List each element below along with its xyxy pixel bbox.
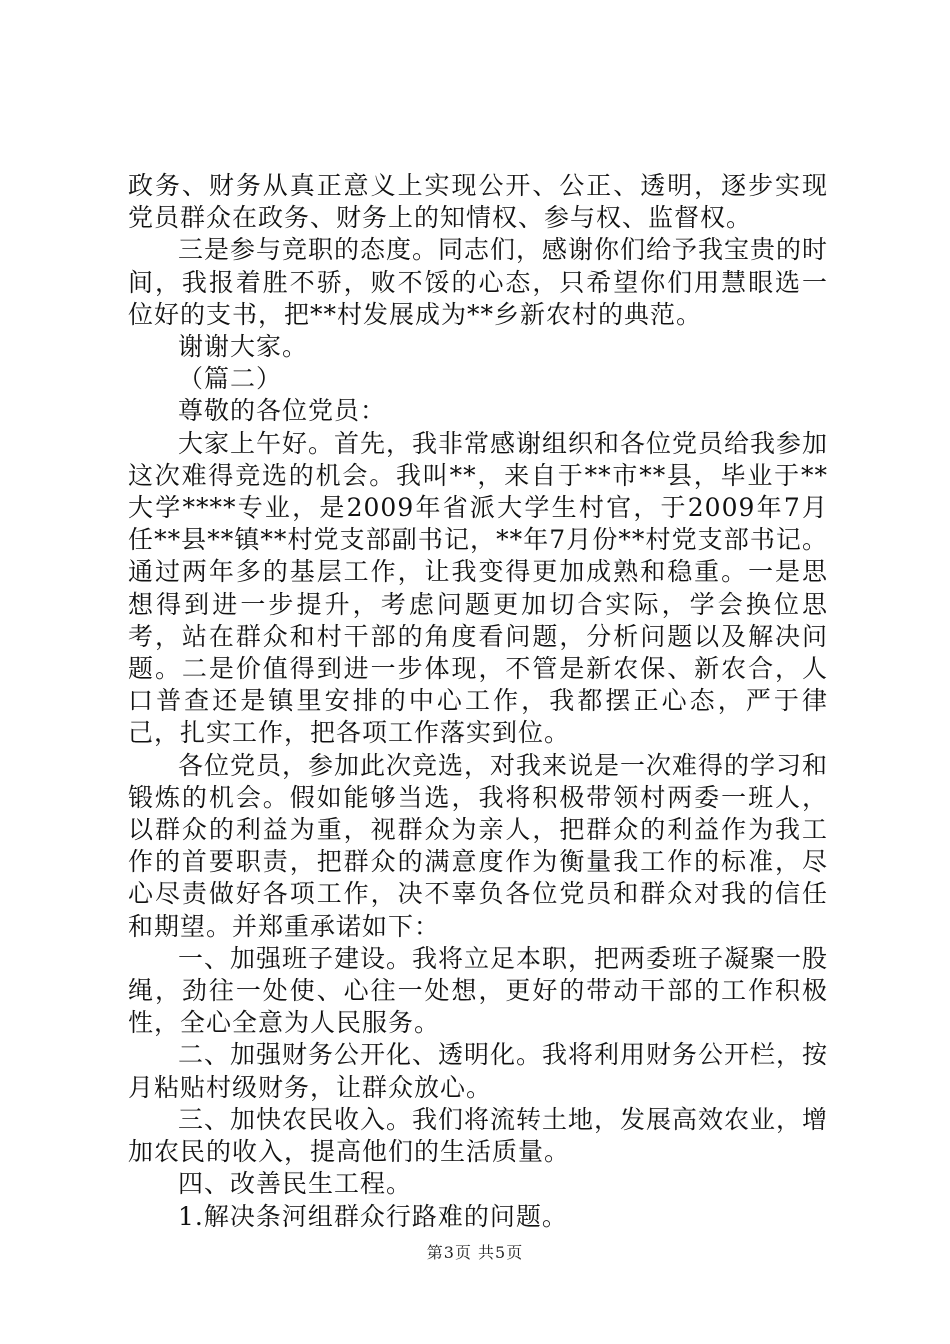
- section-heading-part-two: （篇二）: [178, 364, 283, 394]
- pledge-item-3: 三、加快农民收入。我们将流转土地，发展高效农业，增加农民的收入，提高他们的生活质量。: [128, 1104, 829, 1167]
- pledge-item-4: 四、改善民生工程。: [178, 1169, 413, 1199]
- paragraph-introduction: 大家上午好。首先，我非常感谢组织和各位党员给我参加这次难得竞选的机会。我叫**，来自于**市**县，毕业于**大学****专业，是2009年省派大学生村官，于2009年7月任**县**镇**村党支部副书记，**年7月份**村党支部书记。通过两年多的基层工作，让我变得更加成熟和稳重。一是思想得到进一步提升，考虑问题更加切合实际，学会换位思考，站在群众和村干部的角度看问题，分析问题以及解决问题。二是价值得到进一步体现，不管是新农保、新农合，人口普查还是镇里安排的中心工作，我都摆正心态，严于律己，扎实工作，把各项工作落实到位。: [128, 428, 829, 748]
- pledge-item-2: 二、加强财务公开化、透明化。我将利用财务公开栏，按月粘贴村级财务，让群众放心。: [128, 1040, 829, 1102]
- paragraph-1: 政务、财务从真正意义上实现公开、公正、透明，逐步实现党员群众在政务、财务上的知情权、参与权、监督权。: [128, 171, 828, 233]
- page-footer: 第3页 共5页: [426, 1243, 524, 1262]
- paragraph-commitment: 各位党员，参加此次竞选，对我来说是一次难得的学习和锻炼的机会。假如能够当选，我将积极带领村两委一班人，以群众的利益为重，视群众为亲人，把群众的利益作为我工作的首要职责，把群众的满意度作为衡量我工作的标准，尽心尽责做好各项工作，决不辜负各位党员和群众对我的信任和期望。并郑重承诺如下：: [128, 750, 829, 941]
- salutation: 尊敬的各位党员：: [178, 396, 387, 426]
- paragraph-thanks: 谢谢大家。: [178, 332, 309, 362]
- pledge-subitem-1: 1.解决条河组群众行路难的问题。: [178, 1201, 568, 1231]
- document-body: [128, 170, 828, 1233]
- paragraph-2: 三是参与竞职的态度。同志们，感谢你们给予我宝贵的时间，我报着胜不骄，败不馁的心态，只希望你们用慧眼选一位好的支书，把**村发展成为**乡新农村的典范。: [128, 235, 829, 329]
- pledge-item-1: 一、加强班子建设。我将立足本职，把两委班子凝聚一股绳，劲往一处使、心往一处想，更好的带动干部的工作积极性，全心全意为人民服务。: [128, 943, 829, 1038]
